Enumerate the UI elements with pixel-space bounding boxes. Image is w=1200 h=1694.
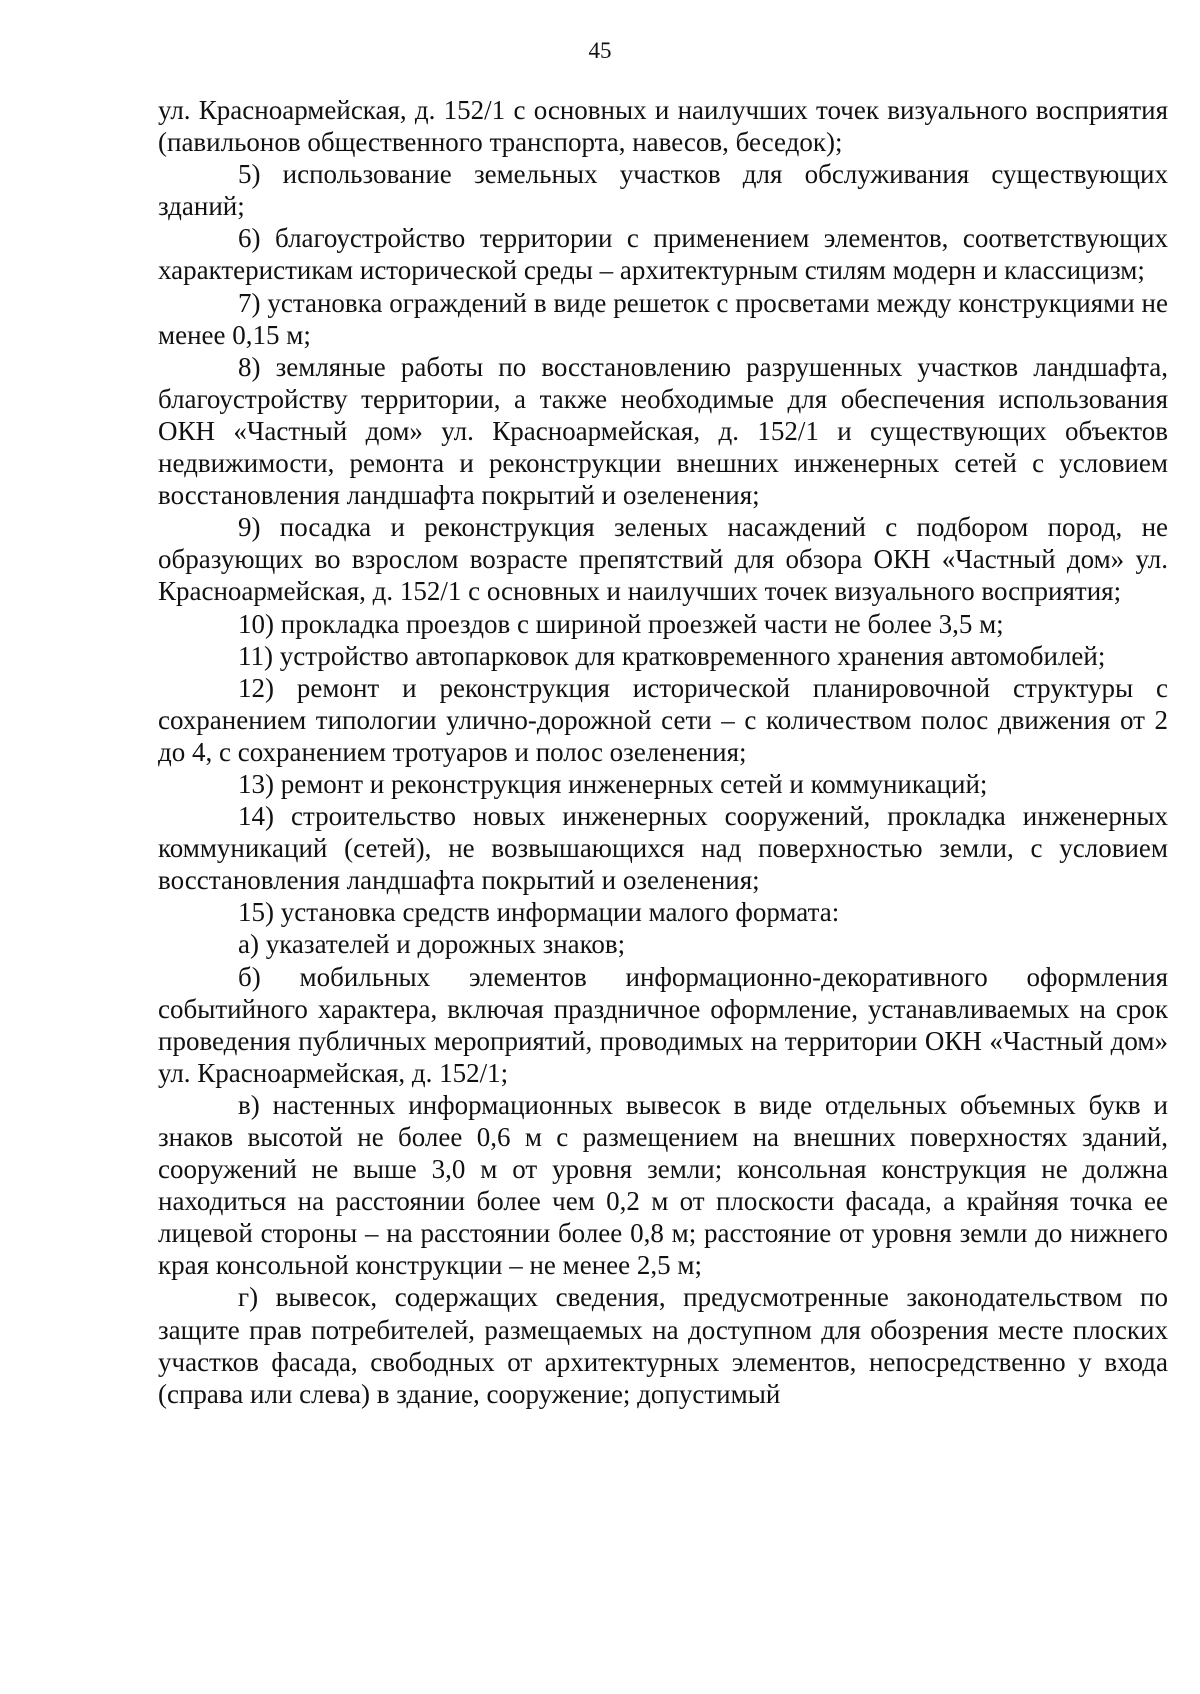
paragraph-item-14: 14) строительство новых инженерных сооружений, прокладка инженерных коммуникаций (сетей), не возвышающихся над поверхностью земли, с условием восстановления ландшафта покрытий и озеленения; — [158, 801, 1168, 896]
paragraph-item-8: 8) земляные работы по восстановлению разрушенных участков ландшафта, благоустройству территории, а также необходимые для обеспечения использования ОКН «Частный дом» ул. Красноармейская, д. 152/1 и существующих объектов недвижимости, ремонта и реконструкции внешних инженерных сетей с условием восстановления ландшафта покрытий и озеленения; — [158, 351, 1168, 511]
paragraph-item-15: 15) установка средств информации малого формата: — [238, 897, 840, 928]
paragraph-item-11: 11) устройство автопарковок для кратковременного хранения автомобилей; — [238, 640, 1106, 671]
paragraph-subitem-v: в) настенных информационных вывесок в виде отдельных объемных букв и знаков высотой не более 0,6 м с размещением на внешних поверхностях зданий, сооружений не выше 3,0 м от уровня земли; консольная конструкция не должна находиться на расстоянии более чем 0,2 м от плоскости фасада, а крайняя точка ее лицевой стороны – на расстоянии более 0,8 м; расстояние от уровня земли до нижнего края консольной конструкции – не менее 2,5 м; — [158, 1089, 1168, 1281]
page-number: 45 — [588, 38, 612, 63]
paragraph-continuation: ул. Красноармейская, д. 152/1 с основных и наилучших точек визуального восприятия (павильонов общественного транспорта, навесов, беседок); — [158, 95, 1168, 158]
paragraph-subitem-a: а) указателей и дорожных знаков; — [238, 929, 626, 960]
paragraph-item-9: 9) посадка и реконструкция зеленых насаждений с подбором пород, не образующих во взрослом возрасте препятствий для обзора ОКН «Частный дом» ул. Красноармейская, д. 152/1 с основных и наилучших точек визуального восприятия; — [158, 512, 1168, 607]
paragraph-subitem-b: б) мобильных элементов информационно-декоративного оформления событийного характера, включая праздничное оформление, устанавливаемых на срок проведения публичных мероприятий, проводимых на территории ОКН «Частный дом» ул. Красноармейская, д. 152/1; — [158, 961, 1168, 1088]
paragraph-item-7: 7) установка ограждений в виде решеток с просветами между конструкциями не менее 0,15 м; — [158, 287, 1168, 350]
paragraph-item-12: 12) ремонт и реконструкция исторической планировочной структуры с сохранением типологии улично-дорожной сети – с количеством полос движения от 2 до 4, с сохранением тротуаров и полос озеленения; — [158, 672, 1168, 767]
paragraph-subitem-g: г) вывесок, содержащих сведения, предусмотренные законодательством по защите прав потребителей, размещаемых на доступном для обозрения месте плоских участков фасада, свободных от архитектурных элементов, непосредственно у входа (справа или слева) в здание, сооружение; допустимый — [158, 1282, 1168, 1409]
document-body — [158, 94, 1168, 1410]
paragraph-item-5: 5) использование земельных участков для обслуживания существующих зданий; — [158, 159, 1168, 222]
paragraph-item-10: 10) прокладка проездов с шириной проезжей части не более 3,5 м; — [238, 608, 1004, 639]
paragraph-item-6: 6) благоустройство территории с применением элементов, соответствующих характеристикам исторической среды – архитектурным стилям модерн и классицизм; — [158, 223, 1168, 286]
paragraph-item-13: 13) ремонт и реконструкция инженерных сетей и коммуникаций; — [238, 768, 988, 799]
